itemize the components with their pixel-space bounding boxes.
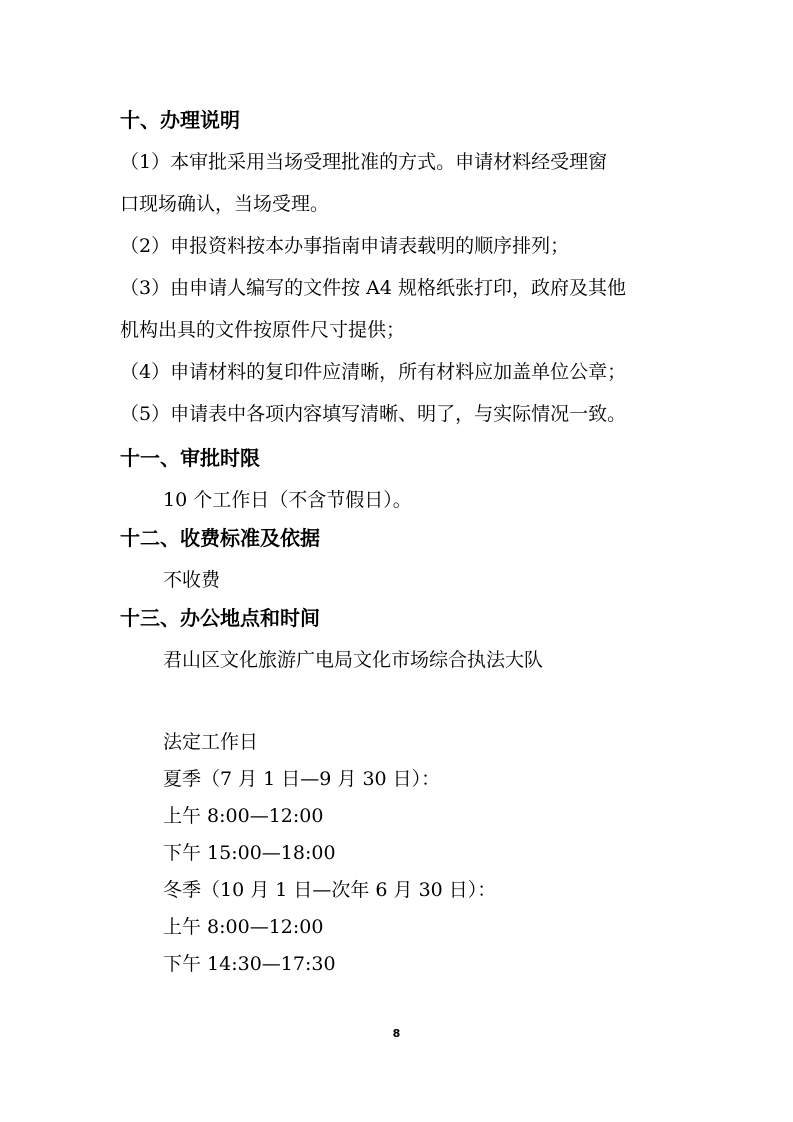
notes-line-3: （2）申报资料按本办事指南申请表载明的顺序排列； (120, 235, 570, 257)
schedule-winter-afternoon: 下午 14:30—17:30 (163, 953, 336, 975)
section-heading-notes: 十、办理说明 (120, 108, 240, 132)
notes-line-7: （5）申请表中各项内容填写清晰、明了，与实际情况一致。 (120, 403, 627, 425)
notes-line-6: （4）申请材料的复印件应清晰，所有材料应加盖单位公章； (120, 361, 627, 383)
schedule-summer-morning: 上午 8:00—12:00 (163, 805, 324, 827)
time-limit-text: 10 个工作日（不含节假日）。 (163, 489, 412, 511)
schedule-winter-label: 冬季（10 月 1 日—次年 6 月 30 日）： (163, 879, 497, 901)
schedule-summer-label: 夏季（7 月 1 日—9 月 30 日）： (163, 768, 441, 790)
office-address: 君山区文化旅游广电局文化市场综合执法大队 (163, 649, 544, 671)
section-heading-office: 十三、办公地点和时间 (120, 606, 320, 630)
notes-line-5: 机构出具的文件按原件尺寸提供； (120, 319, 406, 341)
section-heading-fees: 十二、收费标准及依据 (120, 526, 320, 550)
schedule-winter-morning: 上午 8:00—12:00 (163, 916, 324, 938)
section-heading-time-limit: 十一、审批时限 (120, 446, 260, 470)
notes-line-1: （1）本审批采用当场受理批准的方式。申请材料经受理窗 (120, 151, 608, 173)
notes-line-2: 口现场确认，当场受理。 (120, 193, 330, 215)
notes-line-4: （3）由申请人编写的文件按 A4 规格纸张打印，政府及其他 (120, 277, 626, 299)
schedule-title: 法定工作日 (163, 731, 259, 753)
page-number: 8 (392, 1027, 401, 1040)
schedule-summer-afternoon: 下午 15:00—18:00 (163, 842, 336, 864)
fees-text: 不收费 (163, 569, 221, 591)
